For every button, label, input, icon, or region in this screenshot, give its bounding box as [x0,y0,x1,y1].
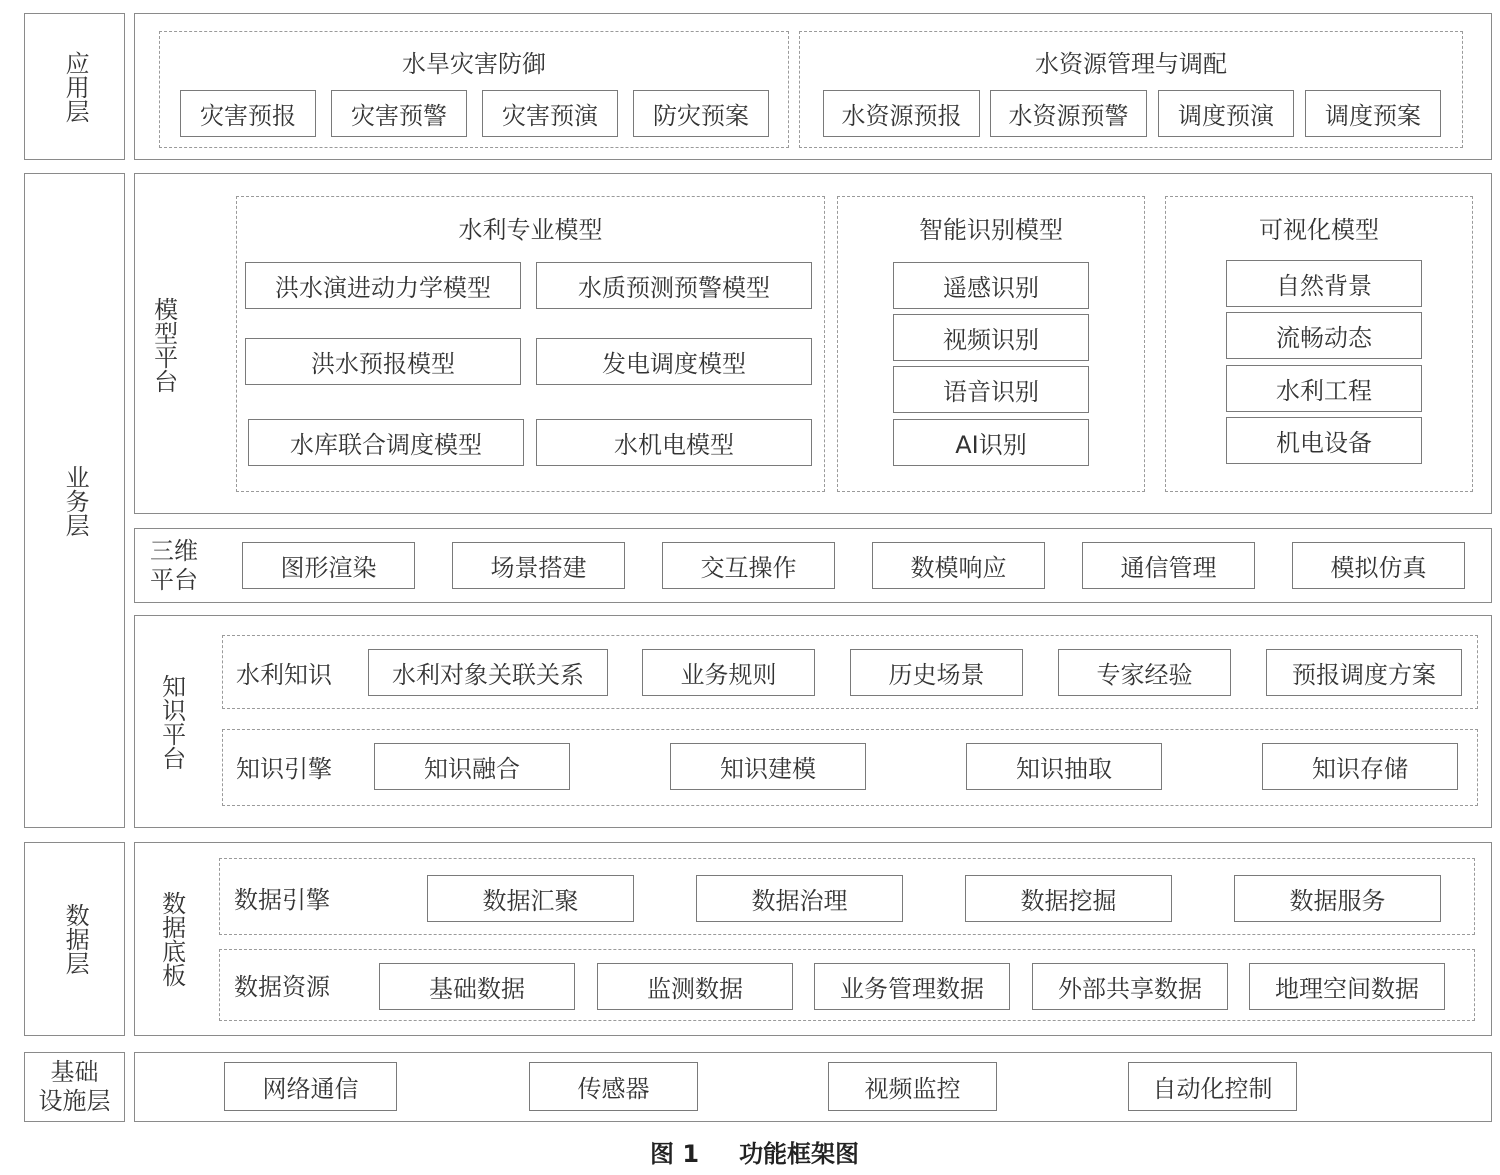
infrastructure-item: 网络通信 [224,1062,397,1111]
layer-infrastructure-label-1: 基础 [50,1057,99,1086]
platform-3d-item: 场景搭建 [452,542,625,589]
app-item: 灾害预演 [482,90,618,137]
water-knowledge-label: 水利知识 [236,660,332,689]
knowledge-engine-item: 知识存储 [1262,743,1458,790]
group-visual-models-title: 可视化模型 [1259,216,1379,244]
layer-infrastructure-label-2: 设施层 [38,1087,111,1115]
model-item: 洪水预报模型 [245,338,521,385]
group-water-resources-title: 水资源管理与调配 [1035,50,1227,78]
data-engine-item: 数据服务 [1234,875,1441,922]
platform-3d-item: 数模响应 [872,542,1045,589]
infrastructure-item: 视频监控 [828,1062,997,1111]
model-item: 洪水演进动力学模型 [245,262,521,309]
layer-infrastructure [24,1052,125,1122]
knowledge-engine-label: 知识引擎 [236,754,332,783]
model-item: 遥感识别 [893,262,1089,309]
model-item: 自然背景 [1226,260,1422,307]
knowledge-item: 历史场景 [850,649,1023,696]
model-item: 水质预测预警模型 [536,262,812,309]
app-item: 调度预演 [1158,90,1294,137]
model-item: 发电调度模型 [536,338,812,385]
model-item: AI识别 [893,419,1089,466]
model-item: 视频识别 [893,314,1089,361]
data-engine-item: 数据挖掘 [965,875,1172,922]
group-hydro-models-title: 水利专业模型 [458,216,603,244]
data-resource-item: 外部共享数据 [1032,963,1228,1010]
layer-business [24,173,125,828]
knowledge-engine-item: 知识抽取 [966,743,1162,790]
data-engine-label: 数据引擎 [234,885,330,914]
infrastructure-item: 传感器 [529,1062,698,1111]
app-item: 灾害预警 [331,90,467,137]
model-platform-label: 模型平台 [149,297,178,393]
data-resource-item: 监测数据 [597,963,793,1010]
model-item: 水机电模型 [536,419,812,466]
knowledge-item: 水利对象关联关系 [368,649,608,696]
platform-3d-label: 三维 平台 [150,536,198,594]
data-resource-label: 数据资源 [234,972,330,1001]
knowledge-platform-label: 知识平台 [157,673,186,770]
knowledge-item: 预报调度方案 [1266,649,1462,696]
platform-3d-item: 模拟仿真 [1292,542,1465,589]
layer-business-label: 业务层 [61,464,90,537]
app-item: 灾害预报 [180,90,316,137]
model-item: 流畅动态 [1226,312,1422,359]
figure-caption [650,1135,870,1167]
app-item: 水资源预报 [823,90,980,137]
model-item: 语音识别 [893,366,1089,413]
knowledge-engine-item: 知识融合 [374,743,570,790]
layer-data-label: 数据层 [61,903,90,975]
model-item: 水利工程 [1226,365,1422,412]
data-engine-item: 数据治理 [696,875,903,922]
app-item: 调度预案 [1305,90,1441,137]
layer-application-label: 应用层 [61,50,90,123]
data-resource-item: 基础数据 [379,963,575,1010]
knowledge-engine-item: 知识建模 [670,743,866,790]
platform-3d-item: 通信管理 [1082,542,1255,589]
data-resource-item: 业务管理数据 [814,963,1010,1010]
data-resource-item: 地理空间数据 [1249,963,1445,1010]
knowledge-item: 专家经验 [1058,649,1231,696]
layer-application [24,13,125,160]
model-item: 机电设备 [1226,417,1422,464]
platform-3d-item: 交互操作 [662,542,835,589]
infrastructure-item: 自动化控制 [1128,1062,1297,1111]
layer-data [24,842,125,1036]
model-item: 水库联合调度模型 [248,419,524,466]
data-engine-item: 数据汇聚 [427,875,634,922]
app-item: 水资源预警 [990,90,1147,137]
app-item: 防灾预案 [633,90,769,137]
data-base-label: 数据底板 [157,891,186,987]
knowledge-item: 业务规则 [642,649,815,696]
group-ai-models-title: 智能识别模型 [919,216,1063,244]
figure-title: 功能框架图 [739,1139,860,1168]
group-drought-defense-title: 水旱灾害防御 [402,50,546,78]
figure-number: 图 1 [650,1139,700,1168]
platform-3d-item: 图形渲染 [242,542,415,589]
